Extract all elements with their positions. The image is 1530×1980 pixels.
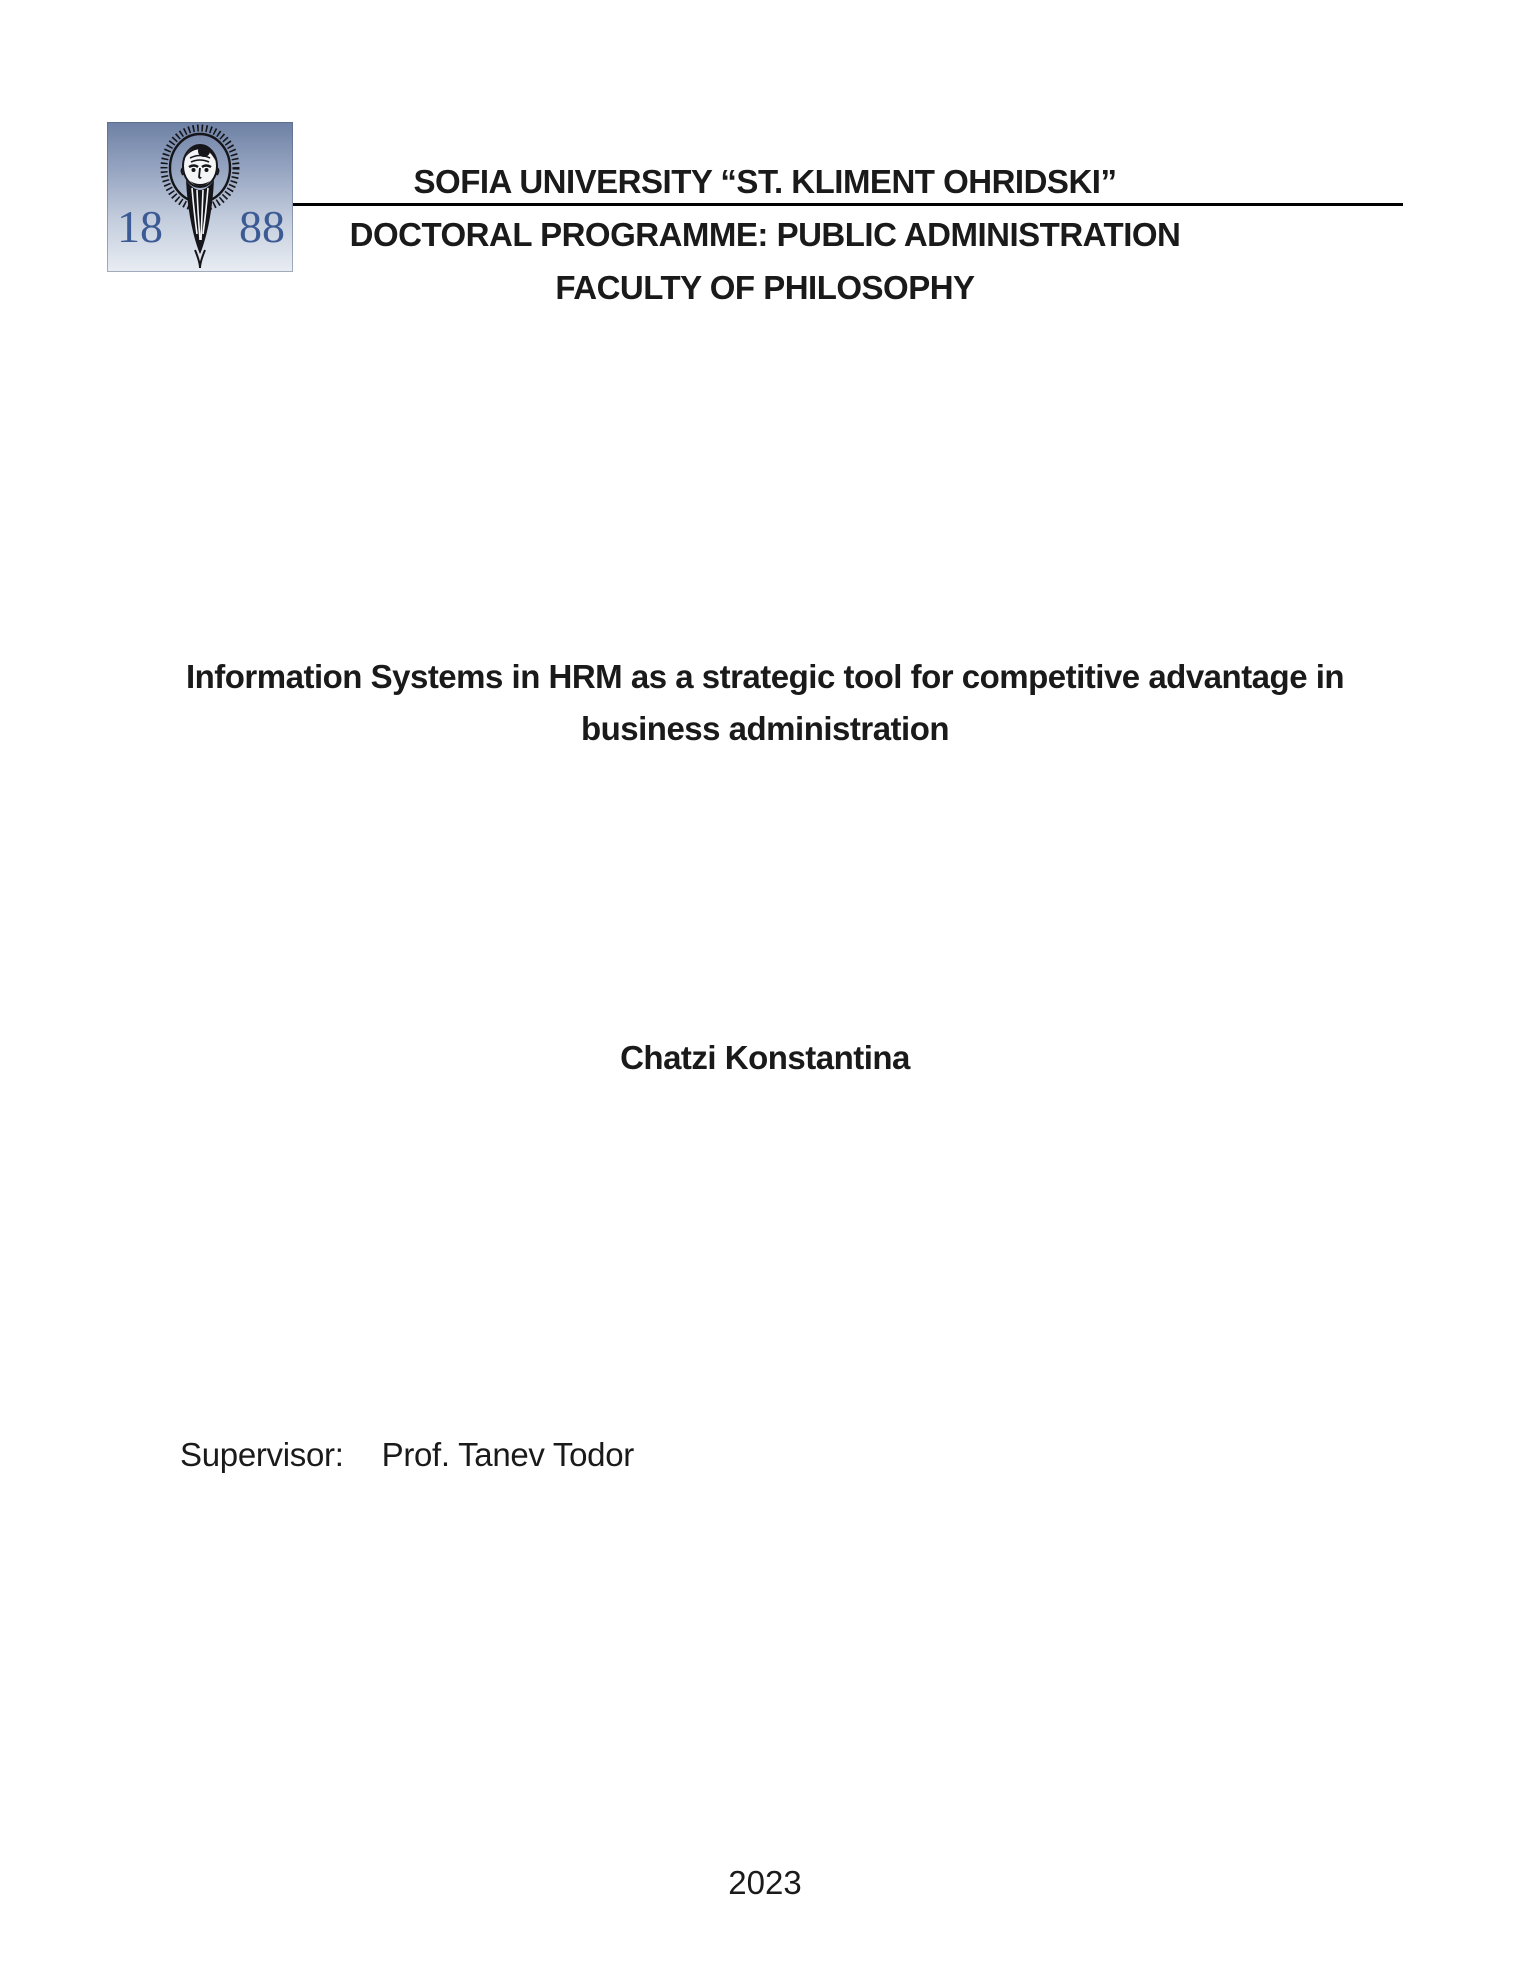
- publication-year: 2023: [728, 1864, 802, 1901]
- thesis-title-line-1: Information Systems in HRM as a strategic tool for competitive advantage in: [185, 658, 1345, 695]
- faculty-name: FACULTY OF PHILOSOPHY: [555, 269, 975, 306]
- supervisor-label: Supervisor:: [180, 1436, 344, 1473]
- logo-year-right: 88: [239, 201, 285, 252]
- document-header: [0, 155, 1530, 314]
- logo-year-left: 18: [117, 201, 163, 252]
- thesis-title: [0, 651, 1530, 755]
- supervisor-row: [180, 1429, 634, 1481]
- header-divider: [293, 203, 1403, 206]
- programme-name: DOCTORAL PROGRAMME: PUBLIC ADMINISTRATION: [349, 216, 1181, 253]
- author-name: Chatzi Konstantina: [620, 1039, 910, 1076]
- thesis-title-line-2: business administration: [580, 710, 950, 747]
- university-name: SOFIA UNIVERSITY “ST. KLIMENT OHRIDSKI”: [413, 163, 1117, 200]
- supervisor-name: Prof. Tanev Todor: [381, 1436, 634, 1473]
